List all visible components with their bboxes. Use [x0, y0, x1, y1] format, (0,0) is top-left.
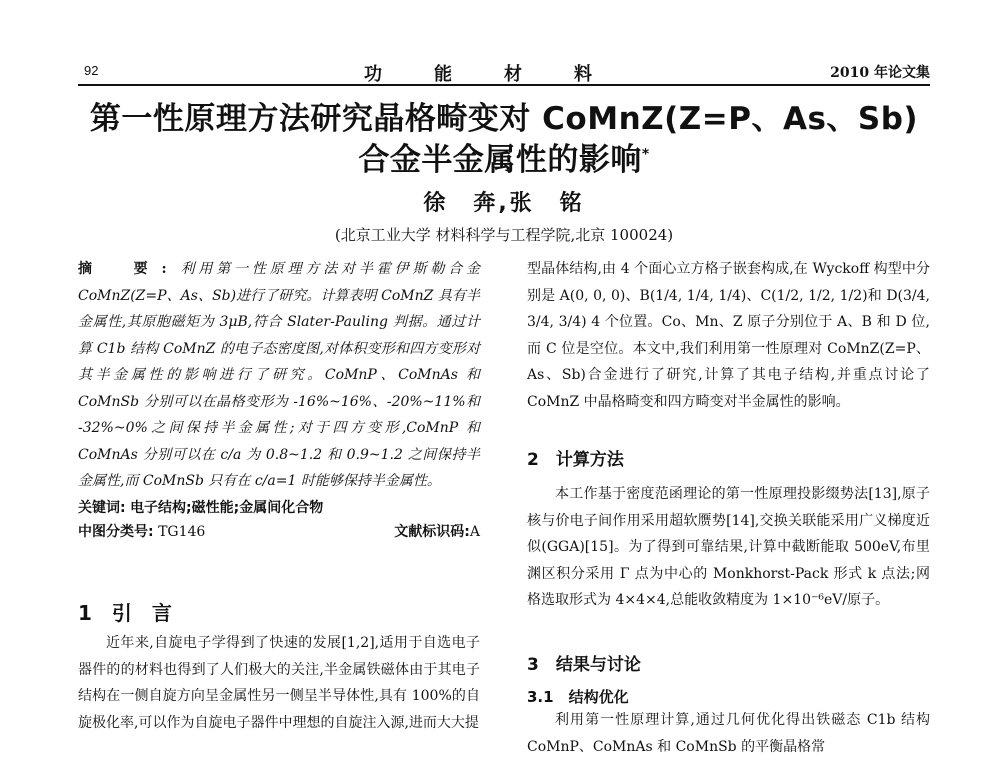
section-1-text: 近年来,自旋电子学得到了快速的发展[1,2],适用于自选电子器件的的材料也得到了人们极大的关注,半金属铁磁体由于其电子结构在一侧自旋方向呈金属性另一侧呈半导体性,具有 100%的自旋极化率,可以作为自旋电子器件中理想的自旋注入源,进而大大提 [78, 635, 480, 731]
clc-label: 中图分类号: [78, 523, 154, 540]
section-2-heading: 2 计算方法 [527, 450, 624, 470]
keywords-label: 关键词: [78, 499, 126, 516]
page-number: 92 [84, 63, 99, 78]
running-header [78, 62, 930, 86]
section-3-1-text: 利用第一性原理计算,通过几何优化得出铁磁态 C1b 结构 CoMnP、CoMnAs 和 CoMnSb 的平衡晶格常 [527, 712, 930, 755]
abstract-text: 利用第一性原理方法对半霍伊斯勒合金 CoMnZ(Z=P、As、Sb)进行了研究。计算表明 CoMnZ 具有半金属性,其原胞磁矩为 3μB,符合 Slater-Pauling 判据。通过计算 C1b 结构 CoMnZ 的电子态密度图,对体积变形和四方变形对其半金属性的影响进行了研究。CoMnP、CoMnAs 和 CoMnSb 分别可以在晶格变形为 -16%~16%、-20%~11%和 -32%~0%之间保持半金属性;对于四方变形,CoMnP 和 CoMnAs 分别可以在 c/a 为 0.8~1.2 和 0.9~1.2 之间保持半金属性,而 CoMnSb 只有在 c/a=1 时能够保持半金属性。 [78, 261, 481, 489]
title-footnote-mark: * [641, 146, 650, 163]
title-line-1: 第一性原理方法研究晶格畸变对 CoMnZ(Z=P、As、Sb) [89, 101, 919, 137]
journal-name: 功能材料 [364, 64, 644, 85]
authors: 徐 奔,张 铭 [423, 191, 585, 216]
section-1-heading: 1 引 言 [78, 601, 172, 625]
title-line-2: 合金半金属性的影响* [358, 142, 650, 178]
intro-continued: 型晶体结构,由 4 个面心立方格子嵌套构成,在 Wyckoff 构型中分别是 A(0, 0, 0)、B(1/4, 1/4, 1/4)、C(1/2, 1/2, 1/2)和 D(3/4, 3/4, 3/4) 4 个位置。Co、Mn、Z 原子分别位于 A、B 和 D 位,而 C 位是空位。本文中,我们利用第一性原理对 CoMnZ(Z=P、As、Sb)合金进行了研究,计算了其电子结构,并重点讨论了 CoMnZ 中晶格畸变和四方畸变对半金属性的影响。 [527, 261, 930, 410]
left-column [78, 256, 480, 541]
volume-label: 2010 年论文集 [830, 65, 930, 81]
section-3-heading: 3 结果与讨论 [527, 655, 641, 675]
abstract [78, 256, 480, 495]
keywords-text: 电子结构;磁性能;金属间化合物 [130, 499, 324, 516]
doc-code-value: A [469, 523, 480, 540]
section-2-text: 本工作基于密度范函理论的第一性原理投影缀势法[13],原子核与价电子间作用采用超软赝势[14],交换关联能采用广义梯度近似(GGA)[15]。为了得到可靠结果,计算中截断能取 500eV,布里渊区积分采用 Γ 点为中心的 Monkhorst-Pack 形式 k 点法;网格选取形式为 4×4×4,总能收敛精度为 1×10⁻⁶eV/原子。 [527, 486, 930, 608]
affiliation: (北京工业大学 材料科学与工程学院,北京 100024) [334, 226, 674, 244]
doc-code-label: 文献标识码: [394, 523, 470, 540]
abstract-label: 摘 要: [78, 261, 177, 277]
keywords [78, 495, 480, 521]
clc-value: TG146 [158, 523, 206, 540]
section-3-1-heading: 3.1 结构优化 [527, 688, 629, 706]
classification-row [78, 521, 480, 541]
